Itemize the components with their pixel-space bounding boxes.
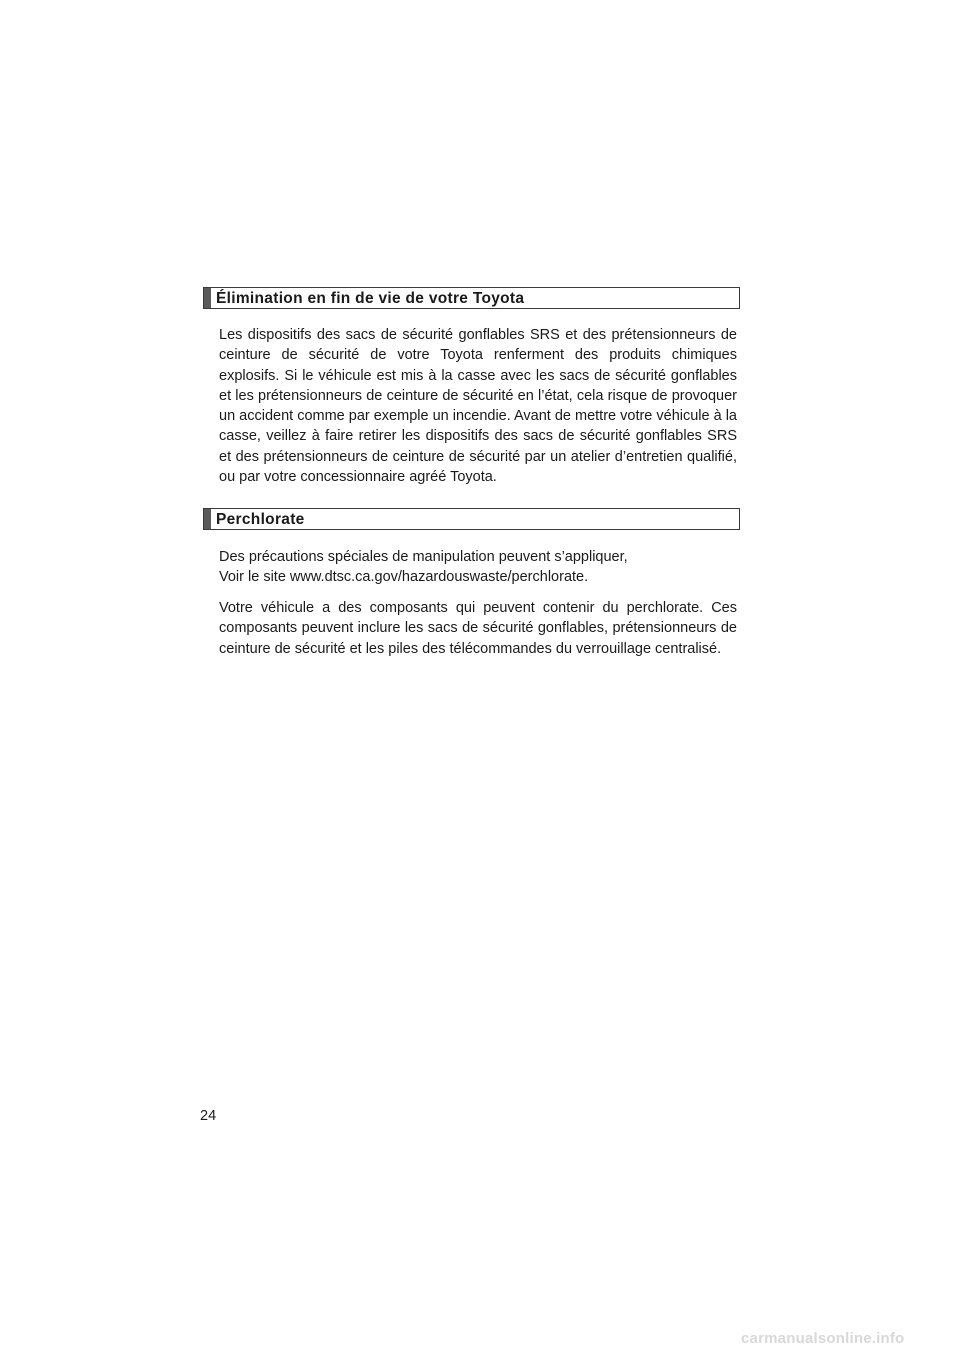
heading-accent-bar <box>204 509 211 529</box>
perchlorate-paragraph-line-1: Des précautions spéciales de manipulation peuvent s’appliquer, <box>219 549 628 565</box>
perchlorate-paragraph-components: Votre véhicule a des composants qui peuvent contenir du perchlorate. Ces composants peuvent inclure les sacs de sécurité gonflables, prétensionneurs de ceinture de sécurité et les piles des télécommandes du verrouillage centralisé. <box>219 600 737 657</box>
perchlorate-paragraph-line-2: Voir le site www.dtsc.ca.gov/hazardouswaste/perchlorate. <box>219 569 589 585</box>
section-title: Perchlorate <box>216 511 305 528</box>
end-of-life-paragraph: Les dispositifs des sacs de sécurité gonflables SRS et des prétensionneurs de ceinture de sécurité de votre Toyota renferment des produits chimiques explosifs. Si le véhicule est mis à la casse avec les sacs de sécurité gonflables et les prétensionneurs de ceinture de sécurité en l’état, cela risque de provoquer un accident comme par exemple un incendie. Avant de mettre votre véhicule à la casse, veillez à faire retirer les dispositifs des sacs de sécurité gonflables SRS et des prétensionneurs de ceinture de sécurité par un atelier d’entretien qualifié, ou par votre concessionnaire agréé Toyota. <box>219 327 737 486</box>
watermark: carmanualsonline.info <box>741 1330 905 1347</box>
section-heading-end-of-life <box>203 287 740 309</box>
page-number: 24 <box>200 1108 217 1124</box>
section-title: Élimination en fin de vie de votre Toyota <box>216 290 525 307</box>
heading-accent-bar <box>204 288 211 308</box>
section-heading-perchlorate <box>203 508 740 530</box>
